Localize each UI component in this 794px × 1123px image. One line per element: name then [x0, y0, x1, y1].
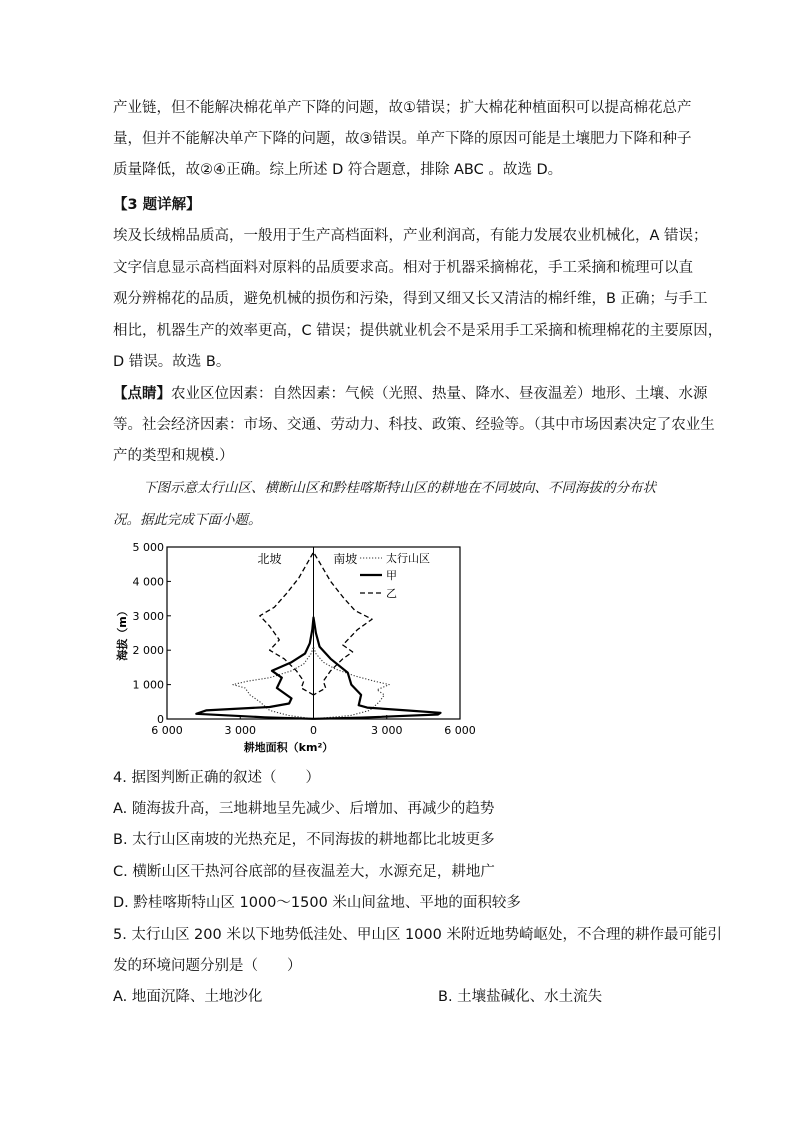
paragraph-line: 相比，机器生产的效率更高，C 错误；提供就业机会不是采用手工采摘和梳理棉花的主要原因，	[113, 323, 723, 339]
option-4d: D. 黔桂喀斯特山区 1000～1500 米山间盆地、平地的面积较多	[113, 895, 521, 911]
paragraph-line: 量，但并不能解决单产下降的问题，故③错误。单产下降的原因可能是土壤肥力下降和种子	[113, 131, 692, 147]
tip-text: 农业区位因素：自然因素：气候（光照、热量、降水、昼夜温差）地形、土壤、水源	[171, 386, 708, 402]
y-axis-title: 海拔（m）	[116, 605, 129, 661]
chart-series	[196, 552, 440, 719]
x-tick-label: 3 000	[371, 724, 403, 737]
x-axis-title: 耕地面积（km²）	[243, 741, 334, 754]
tip-label: 【点睛】	[113, 386, 171, 402]
y-tick-label: 4 000	[132, 575, 164, 589]
paragraph-line: 文字信息显示高档面料对原料的品质要求高。相对于机器采摘棉花，手工采摘和梳理可以直	[113, 260, 693, 276]
tip-line: 产的类型和规模.）	[113, 448, 234, 464]
x-tick-label: 0	[310, 724, 317, 737]
altitude-farmland-chart	[108, 534, 488, 764]
y-tick-label: 0	[157, 713, 164, 726]
y-tick-label: 3 000	[132, 609, 164, 623]
north-slope-label: 北坡	[257, 552, 282, 566]
tip-line: 等。社会经济因素：市场、交通、劳动力、科技、政策、经验等。（其中市场因素决定了农业生	[113, 417, 715, 433]
south-slope-label: 南坡	[333, 552, 358, 566]
option-4a: A. 随海拔升高，三地耕地呈先减少、后增加、再减少的趋势	[113, 801, 495, 817]
option-4b: B. 太行山区南坡的光热充足，不同海拔的耕地都比北坡更多	[113, 832, 495, 848]
intro-line: 况。据此完成下面小题。	[113, 512, 262, 528]
x-tick-label: 6 000	[151, 724, 183, 737]
option-5b: B. 土壤盐碱化、水土流失	[438, 989, 603, 1005]
chart-labels	[115, 541, 476, 754]
legend-label: 太行山区	[386, 552, 430, 565]
paragraph-line: D 错误。故选 B。	[113, 354, 231, 370]
x-tick-label: 3 000	[224, 724, 256, 737]
paragraph-line: 观分辨棉花的品质，避免机械的损伤和污染，得到又细又长又清洁的棉纤维，B 正确；与手工	[113, 291, 708, 307]
intro-line: 下图示意太行山区、横断山区和黔桂喀斯特山区的耕地在不同坡向、不同海拔的分布状	[143, 480, 656, 496]
section-header: 【3 题详解】	[113, 197, 201, 213]
legend-label: 甲	[386, 569, 397, 582]
series-solid-line	[196, 618, 440, 719]
option-5a: A. 地面沉降、土地沙化	[113, 989, 263, 1005]
tip-line	[113, 384, 708, 404]
question-5-stem: 5. 太行山区 200 米以下地势低洼处、甲山区 1000 米附近地势崎岖处，不合理的耕作最可能引	[113, 927, 722, 943]
legend-label: 乙	[386, 587, 397, 600]
y-tick-label: 2 000	[132, 644, 164, 658]
y-tick-label: 1 000	[132, 678, 164, 692]
paragraph-line: 产业链，但不能解决棉花单产下降的问题，故①错误；扩大棉花种植面积可以提高棉花总产	[113, 100, 692, 116]
question-4-stem: 4. 据图判断正确的叙述（ ）	[113, 770, 320, 786]
paragraph-line: 质量降低，故②④正确。综上所述 D 符合题意，排除 ABC 。故选 D。	[113, 162, 563, 178]
chart-axes	[167, 547, 460, 719]
paragraph-line: 埃及长绒棉品质高，一般用于生产高档面料，产业利润高，有能力发展农业机械化，A 错误；	[113, 228, 708, 244]
question-5-stem: 发的环境问题分别是（ ）	[113, 958, 302, 974]
x-tick-label: 6 000	[444, 724, 476, 737]
y-tick-label: 5 000	[132, 541, 164, 554]
option-4c: C. 横断山区干热河谷底部的昼夜温差大，水源充足，耕地广	[113, 864, 495, 880]
